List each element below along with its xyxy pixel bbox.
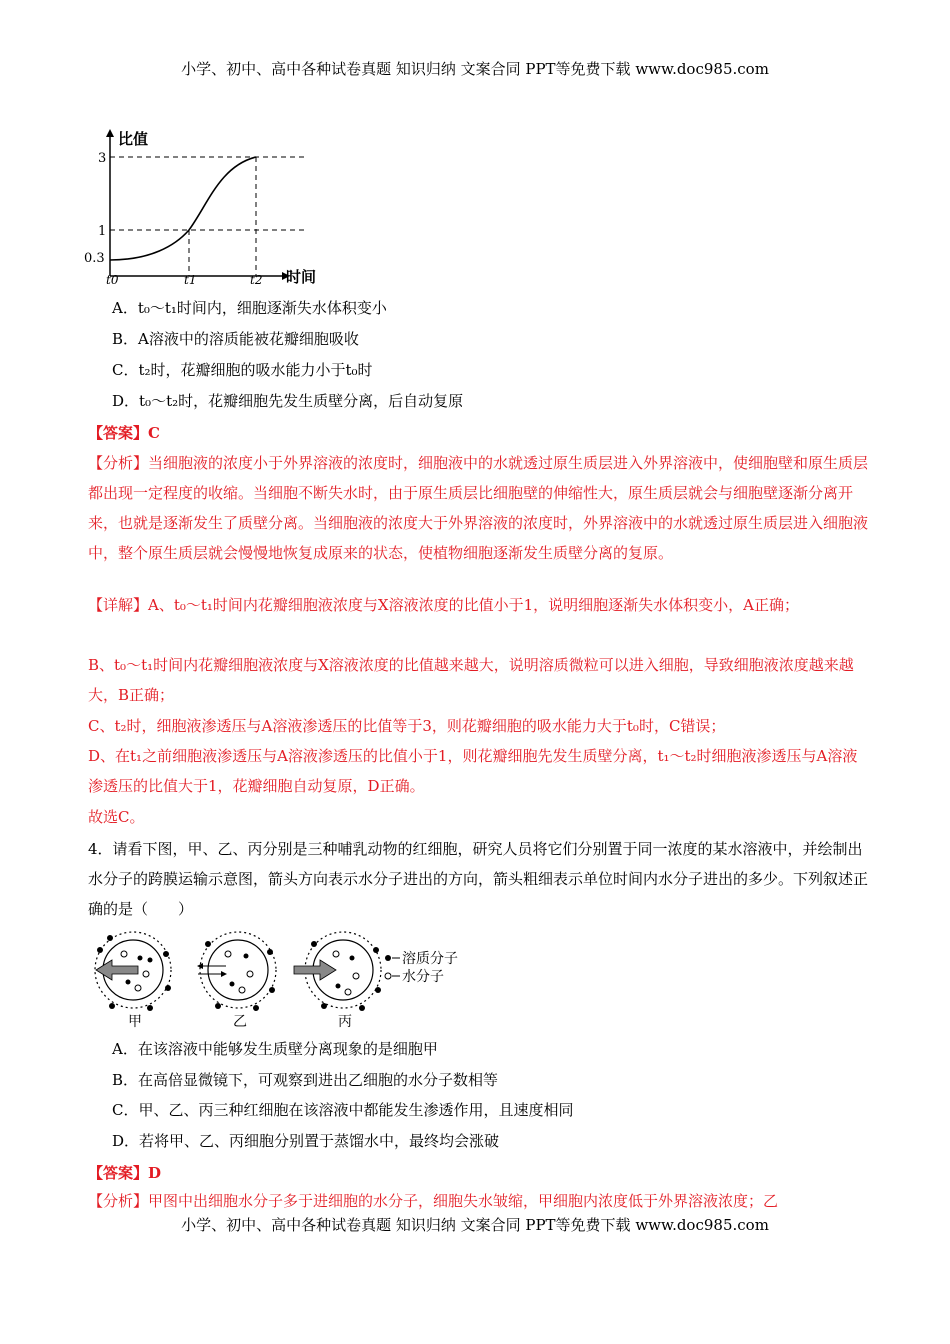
- q3-option-b: B．A溶液中的溶质能被花瓣细胞吸收: [112, 330, 359, 348]
- y-tick-3: 3: [98, 151, 107, 166]
- ratio-curve: [110, 157, 256, 260]
- x-axis-label: 时间: [286, 268, 317, 286]
- q4-analysis: 【分析】甲图中出细胞水分子多于进细胞的水分子，细胞失水皱缩，甲细胞内浓度低于外界溶液浓度；乙: [88, 1192, 779, 1210]
- q4-stem: 4．请看下图，甲、乙、丙分别是三种哺乳动物的红细胞，研究人员将它们分别置于同一浓度的某水溶液中，并绘制出水分子的跨膜运输示意图，箭头方向表示水分子进出的方向，箭头粗细表示单位时间内水分子进出的多少。下列叙述正确的是（ ）: [88, 840, 869, 918]
- q3-detail-c: C、t₂时，细胞液渗透压与A溶液渗透压的比值等于3，则花瓣细胞的吸水能力大于t₀时，C错误；: [88, 717, 726, 735]
- y-axis-arrow: [106, 129, 114, 137]
- cell-jia: [95, 932, 171, 1011]
- q3-answer: 【答案】C: [88, 424, 160, 442]
- ratio-time-graph: [80, 126, 340, 286]
- x-tick-t1: t1: [184, 273, 197, 286]
- q4-option-c: C．甲、乙、丙三种红细胞在该溶液中都能发生渗透作用，且速度相同: [112, 1101, 574, 1119]
- q4-option-b: B．在高倍显微镜下，可观察到进出乙细胞的水分子数相等: [112, 1071, 499, 1089]
- q3-detail-d: D、在t₁之前细胞液渗透压与A溶液渗透压的比值小于1，则花瓣细胞先发生质壁分离，t₁～t₂时细胞液渗透压与A溶液渗透压的比值大于1，花瓣细胞自动复原，D正确。: [88, 747, 858, 795]
- y-tick-0.3: 0.3: [84, 251, 105, 266]
- legend-solute-dot: [385, 955, 391, 961]
- label-bing: 丙: [338, 1014, 352, 1030]
- legend-water-dot: [385, 973, 391, 979]
- cell-bing: [294, 932, 381, 1011]
- label-yi: 乙: [233, 1014, 247, 1030]
- page-footer: 小学、初中、高中各种试卷真题 知识归纳 文案合同 PPT等免费下载 www.doc985.com: [181, 1216, 769, 1234]
- q4-option-d: D．若将甲、乙、丙细胞分别置于蒸馏水中，最终均会涨破: [112, 1132, 500, 1150]
- cell-yi: [198, 932, 276, 1011]
- y-axis-label: 比值: [118, 130, 149, 148]
- rbc-water-transport-figure: [88, 930, 488, 1030]
- label-jia: 甲: [128, 1014, 142, 1030]
- q3-conclusion: 故选C。: [88, 808, 145, 826]
- y-tick-1: 1: [98, 224, 107, 239]
- legend-water: 水分子: [402, 969, 444, 985]
- q4-option-a: A．在该溶液中能够发生质壁分离现象的是细胞甲: [112, 1040, 438, 1058]
- q3-detail-a: 【详解】A、t₀～t₁时间内花瓣细胞液浓度与X溶液浓度的比值小于1，说明细胞逐渐失水体积变小，A正确；: [88, 596, 799, 614]
- q3-analysis: 【分析】当细胞液的浓度小于外界溶液的浓度时，细胞液中的水就透过原生质层进入外界溶液中，使细胞壁和原生质层都出现一定程度的收缩。当细胞不断失水时，由于原生质层比细胞壁的伸缩性大，原生质层就会与细胞壁逐渐分离开来，也就是逐渐发生了质壁分离。当细胞液的浓度大于外界溶液的浓度时，外界溶液中的水就透过原生质层进入细胞液中，整个原生质层就会慢慢地恢复成原来的状态，使植物细胞逐渐发生质壁分离的复原。: [88, 454, 869, 562]
- page-header: 小学、初中、高中各种试卷真题 知识归纳 文案合同 PPT等免费下载 www.doc985.com: [181, 60, 769, 78]
- q3-option-c: C．t₂时，花瓣细胞的吸水能力小于t₀时: [112, 361, 373, 379]
- q3-option-d: D．t₀～t₂时，花瓣细胞先发生质壁分离，后自动复原: [112, 392, 464, 410]
- q3-option-a: A．t₀～t₁时间内，细胞逐渐失水体积变小: [112, 299, 387, 317]
- q3-detail-b: B、t₀～t₁时间内花瓣细胞液浓度与X溶液浓度的比值越来越大，说明溶质微粒可以进入细胞，导致细胞液浓度越来越大，B正确；: [88, 656, 854, 704]
- legend-solute: 溶质分子: [402, 951, 458, 967]
- x-tick-t2: t2: [250, 273, 263, 286]
- x-tick-t0: t0: [106, 273, 119, 286]
- q4-answer: 【答案】D: [88, 1164, 162, 1182]
